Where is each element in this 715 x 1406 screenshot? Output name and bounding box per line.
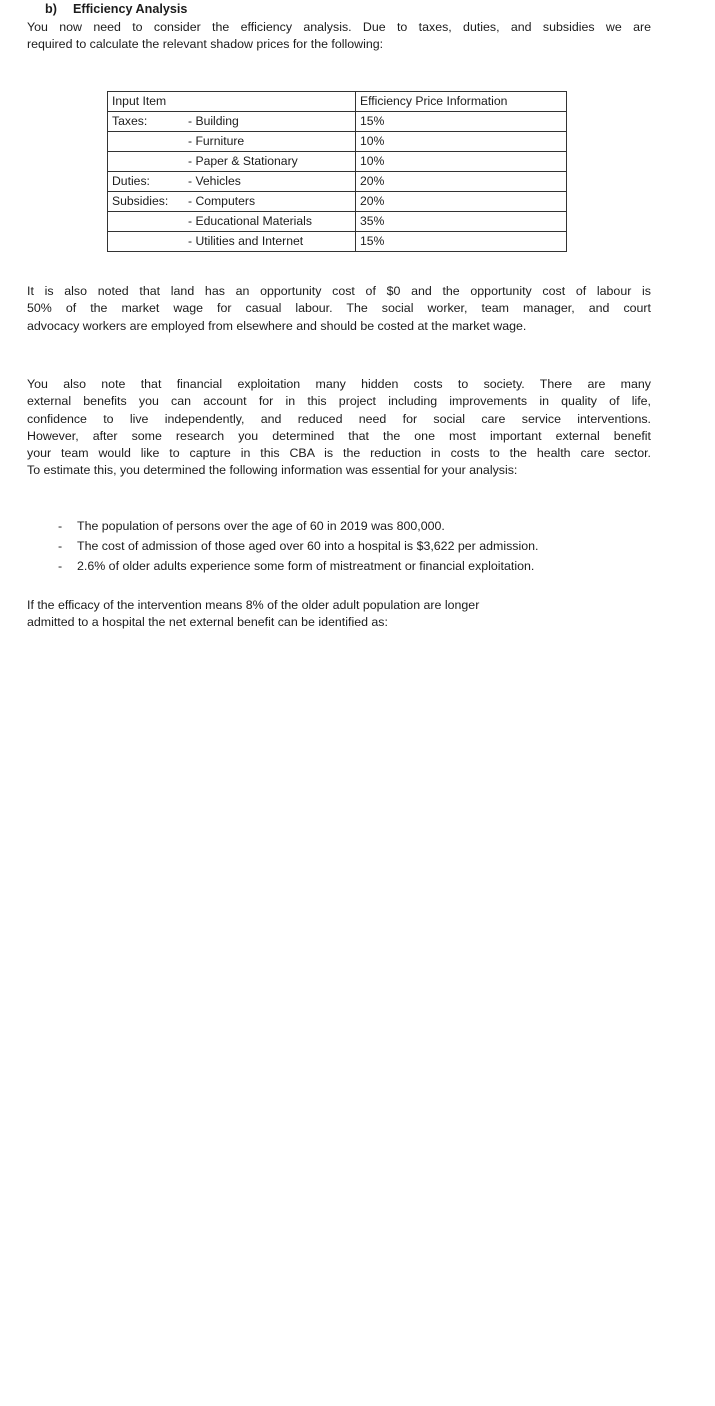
input-item-cell bbox=[108, 152, 356, 172]
text-line: advocacy workers are employed from elsewhere and should be costed at the market wage. bbox=[27, 318, 527, 333]
item-label: - Computers bbox=[188, 194, 256, 208]
efficiency-value-cell: 35% bbox=[356, 212, 567, 232]
section-title: Efficiency Analysis bbox=[73, 2, 188, 16]
item-label: - Building bbox=[188, 114, 239, 128]
table-row bbox=[108, 132, 567, 152]
table-header-row bbox=[108, 92, 567, 112]
bullet-dash-icon: - bbox=[58, 519, 63, 533]
bullet-dash-icon: - bbox=[58, 559, 63, 573]
text-line: You also note that financial exploitation many hidden costs to society. There are many bbox=[27, 377, 651, 391]
efficiency-price-table bbox=[107, 91, 567, 252]
header-efficiency-price: Efficiency Price Information bbox=[356, 92, 567, 112]
section-number: b) bbox=[45, 2, 57, 16]
list-item bbox=[58, 516, 538, 536]
text-line: your team would like to capture in this CBA is the reduction in costs to the health care sector. bbox=[27, 446, 651, 461]
efficiency-value-cell: 10% bbox=[356, 132, 567, 152]
efficiency-value-cell: 20% bbox=[356, 172, 567, 192]
intro-paragraph bbox=[27, 19, 651, 54]
table-row bbox=[108, 152, 567, 172]
table-row bbox=[108, 172, 567, 192]
text-line: To estimate this, you determined the following information was essential for your analysis: bbox=[27, 463, 518, 478]
table-row bbox=[108, 112, 567, 132]
fact-text: The cost of admission of those aged over 60 into a hospital is $3,622 per admission. bbox=[77, 539, 539, 553]
input-item-cell bbox=[108, 212, 356, 232]
facts-list bbox=[58, 516, 538, 576]
table-row bbox=[108, 232, 567, 252]
item-label: - Educational Materials bbox=[188, 214, 312, 228]
efficiency-value-cell: 15% bbox=[356, 112, 567, 132]
efficiency-value-cell: 20% bbox=[356, 192, 567, 212]
table-row bbox=[108, 212, 567, 232]
efficiency-value-cell: 15% bbox=[356, 232, 567, 252]
list-item bbox=[58, 536, 538, 556]
input-item-cell bbox=[108, 172, 356, 192]
table-row bbox=[108, 192, 567, 212]
text-line: external benefits you can account for in this project including improvements in quality of life, bbox=[27, 394, 651, 409]
fact-text: The population of persons over the age of 60 in 2019 was 800,000. bbox=[77, 519, 445, 533]
category-label: Subsidies: bbox=[112, 194, 169, 208]
input-item-cell bbox=[108, 132, 356, 152]
category-label: Taxes: bbox=[112, 114, 148, 128]
text-line: confidence to live independently, and reduced need for social care service interventions. bbox=[27, 411, 651, 426]
list-item bbox=[58, 556, 538, 576]
text-line: required to calculate the relevant shadow prices for the following: bbox=[27, 37, 384, 52]
item-label: - Furniture bbox=[188, 134, 245, 148]
input-item-cell bbox=[108, 112, 356, 132]
item-label: - Paper & Stationary bbox=[188, 154, 298, 168]
text-line: 50% of the market wage for casual labour. The social worker, team manager, and court bbox=[27, 301, 651, 316]
efficiency-value-cell: 10% bbox=[356, 152, 567, 172]
bullet-dash-icon: - bbox=[58, 539, 63, 553]
text-line: You now need to consider the efficiency analysis. Due to taxes, duties, and subsidies we are bbox=[27, 20, 651, 34]
category-label: Duties: bbox=[112, 174, 150, 188]
input-item-cell bbox=[108, 192, 356, 212]
text-line: If the efficacy of the intervention means 8% of the older adult population are longer bbox=[27, 598, 480, 612]
fact-text: 2.6% of older adults experience some form of mistreatment or financial exploitation. bbox=[77, 559, 535, 573]
item-label: - Vehicles bbox=[188, 174, 241, 188]
text-line: However, after some research you determined that the one most important external benefit bbox=[27, 428, 651, 443]
question-paragraph bbox=[27, 597, 651, 632]
section-heading bbox=[45, 2, 187, 16]
labour-cost-paragraph bbox=[27, 283, 651, 335]
external-benefits-paragraph bbox=[27, 376, 651, 480]
item-label: - Utilities and Internet bbox=[188, 234, 304, 248]
header-input-item: Input Item bbox=[108, 92, 356, 112]
text-line: admitted to a hospital the net external benefit can be identified as: bbox=[27, 615, 388, 630]
input-item-cell bbox=[108, 232, 356, 252]
text-line: It is also noted that land has an opportunity cost of $0 and the opportunity cost of labour is bbox=[27, 284, 651, 298]
